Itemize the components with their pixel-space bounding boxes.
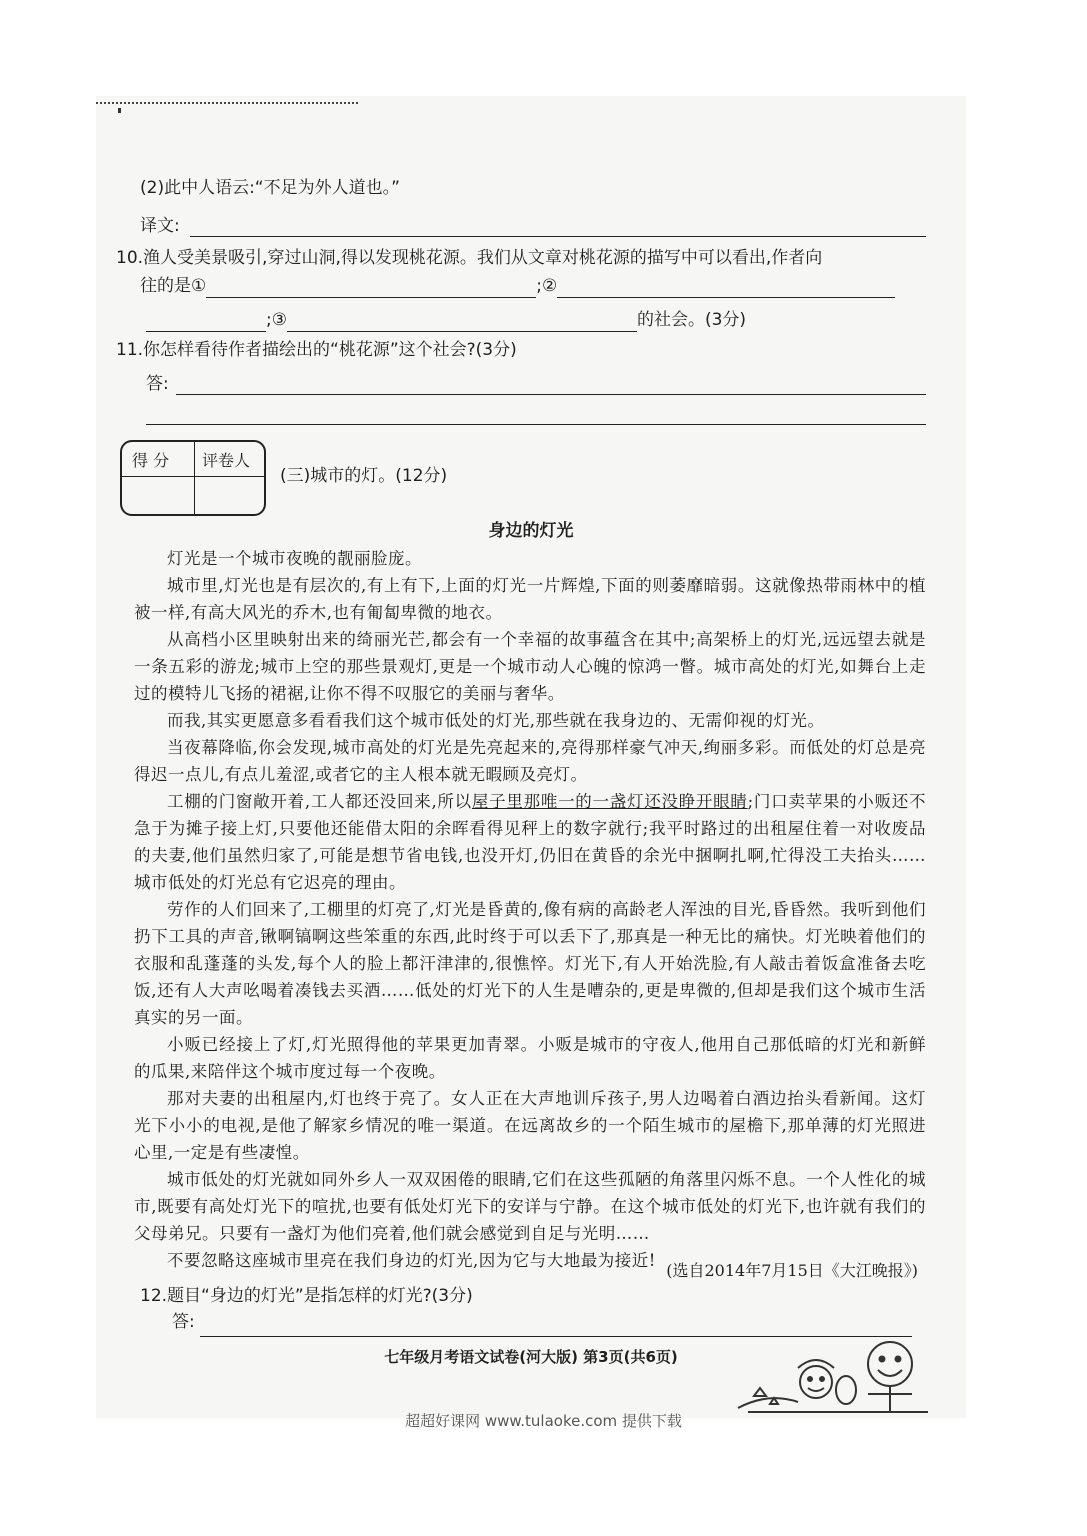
q10-label-3: ;③ xyxy=(266,310,287,330)
grader-label: 评卷人 xyxy=(202,451,251,470)
q11-answer-line-2[interactable] xyxy=(146,424,926,425)
q9-2-prompt: (2)此中人语云:“不足为外人道也。” xyxy=(140,178,400,198)
essay-paragraph: 城市低处的灯光就如同外乡人一双双困倦的眼睛,它们在这些孤陋的角落里闪烁不息。一个人性化的城市,既要有高处灯光下的喧扰,也要有低处灯光下的安详与宁静。在这个城市低处的灯光下,也许就有我们的父母弟兄。只要有一盏灯为他们亮着,他们就会感觉到自足与光明…… xyxy=(134,1170,926,1243)
q11-answer-label: 答: xyxy=(146,374,169,394)
essay-title: 身边的灯光 xyxy=(488,521,574,541)
essay-paragraph: 从高档小区里映射出来的绮丽光芒,都会有一个幸福的故事蕴含在其中;高架桥上的灯光,远远望去就是一条五彩的游龙;城市上空的那些景观灯,更是一个城市动人心魄的惊鸿一瞥。城市高处的灯光,如舞台上走过的模特儿飞扬的裙裾,让你不得不叹服它的美丽与奢华。 xyxy=(134,630,926,703)
essay-paragraph: 城市里,灯光也是有层次的,有上有下,上面的灯光一片辉煌,下面的则萎靡暗弱。这就像热带雨林中的植被一样,有高大风光的乔木,也有匍匐卑微的地衣。 xyxy=(134,576,926,622)
q11-prompt: 11.你怎样看待作者描绘出的“桃花源”这个社会?(3分) xyxy=(116,340,517,360)
underlined-sentence: 屋子里那唯一的一盏灯还没睁开眼睛 xyxy=(471,792,748,811)
q12-answer-label: 答: xyxy=(172,1312,195,1332)
top-dotted-rule xyxy=(96,102,358,104)
exam-page xyxy=(96,96,966,1418)
score-box-divider-v xyxy=(194,442,195,514)
q10-label-1: 往的是① xyxy=(140,276,207,296)
top-mark xyxy=(118,108,121,113)
q10-blank-2[interactable] xyxy=(557,277,895,298)
q9-2-answer-label: 译文: xyxy=(140,216,180,236)
essay-paragraph: 小贩已经接上了灯,灯光照得他的苹果更加青翠。小贩是城市的守夜人,他用自己那低暗的灯光和新鲜的瓜果,来陪伴这个城市度过每一个夜晚。 xyxy=(134,1035,926,1081)
q10-blank-1[interactable] xyxy=(206,277,536,298)
q12-prompt: 12.题目“身边的灯光”是指怎样的灯光?(3分) xyxy=(140,1286,473,1306)
score-label: 得 分 xyxy=(132,451,170,470)
essay-paragraph: 而我,其实更愿意多看看我们这个城市低处的灯光,那些就在我身边的、无需仰视的灯光。 xyxy=(167,711,825,730)
score-box-divider-h xyxy=(122,476,264,477)
q10-label-2: ;② xyxy=(536,276,558,296)
essay-paragraph: 当夜幕降临,你会发现,城市高处的灯光是先亮起来的,亮得那样豪气冲天,绚丽多彩。而低处的灯总是亮得迟一点儿,有点儿羞涩,或者它的主人根本就无暇顾及亮灯。 xyxy=(134,738,926,784)
essay-paragraph: 不要忽略这座城市里亮在我们身边的灯光,因为它与大地最为接近! xyxy=(167,1251,656,1270)
essay-paragraph: 那对夫妻的出租屋内,灯也终于亮了。女人正在大声地训斥孩子,男人边喝着白酒边抬头看新闻。这灯光下小小的电视,是他了解家乡情况的唯一渠道。在远离故乡的一个陌生城市的屋檐下,那单薄的灯光照进心里,一定是有些凄惶。 xyxy=(134,1089,926,1162)
q10-prompt-line1: 10.渔人受美景吸引,穿过山洞,得以发现桃花源。我们从文章对桃花源的描写中可以看出,作者向 xyxy=(116,248,823,268)
cartoon-doodle-icon xyxy=(728,1332,928,1418)
q9-2-answer-line[interactable] xyxy=(190,236,926,237)
q10-suffix: 的社会。(3分) xyxy=(636,310,747,330)
score-box xyxy=(120,440,266,516)
essay-paragraph: 灯光是一个城市夜晚的靓丽脸庞。 xyxy=(167,549,422,568)
essay-paragraph: 劳作的人们回来了,工棚里的灯亮了,灯光是昏黄的,像有病的高龄老人浑浊的目光,昏昏然。我听到他们扔下工具的声音,锹啊镐啊这些笨重的东西,此时终于可以丢下了,那真是一种无比的痛快。灯光映着他们的衣服和乱蓬蓬的头发,每个人的脸上都汗津津的,很憔悴。灯光下,有人开始洗脸,有人敲击着饭盒准备去吃饭,还有人大声吆喝着凑钱去买酒……低处的灯光下的人生是嘈杂的,更是卑微的,但却是我们这个城市生活真实的另一面。 xyxy=(134,900,926,1027)
essay-body xyxy=(134,545,926,1274)
q10-prompt-line2 xyxy=(140,274,895,298)
essay-source: (选自2014年7月15日《大江晚报》) xyxy=(666,1261,918,1280)
page-footer: 七年级月考语文试卷(河大版) 第3页(共6页) xyxy=(384,1348,678,1366)
section-3-heading: (三)城市的灯。(12分) xyxy=(280,466,448,486)
essay-paragraph-6: 工棚的门窗敞开着,工人都还没回来,所以屋子里那唯一的一盏灯还没睁开眼睛;门口卖苹果的小贩还不急于为摊子接上灯,只要他还能借太阳的余晖看得见秤上的数字就行;我平时路过的出租屋住着一对收废品的夫妻,他们虽然归家了,可能是想节省电钱,也没开灯,仍旧在黄昏的余光中捆啊扎啊,忙得没工夫抬头……城市低处的灯光总有它迟亮的理由。 xyxy=(134,792,927,892)
download-watermark: 超超好课网 www.tulaoke.com 提供下载 xyxy=(405,1412,682,1430)
q10-blank-3[interactable] xyxy=(287,311,637,332)
q11-answer-line-1[interactable] xyxy=(176,394,926,395)
q10-prompt-line3 xyxy=(146,308,746,332)
q10-blank-2-cont[interactable] xyxy=(146,311,266,332)
